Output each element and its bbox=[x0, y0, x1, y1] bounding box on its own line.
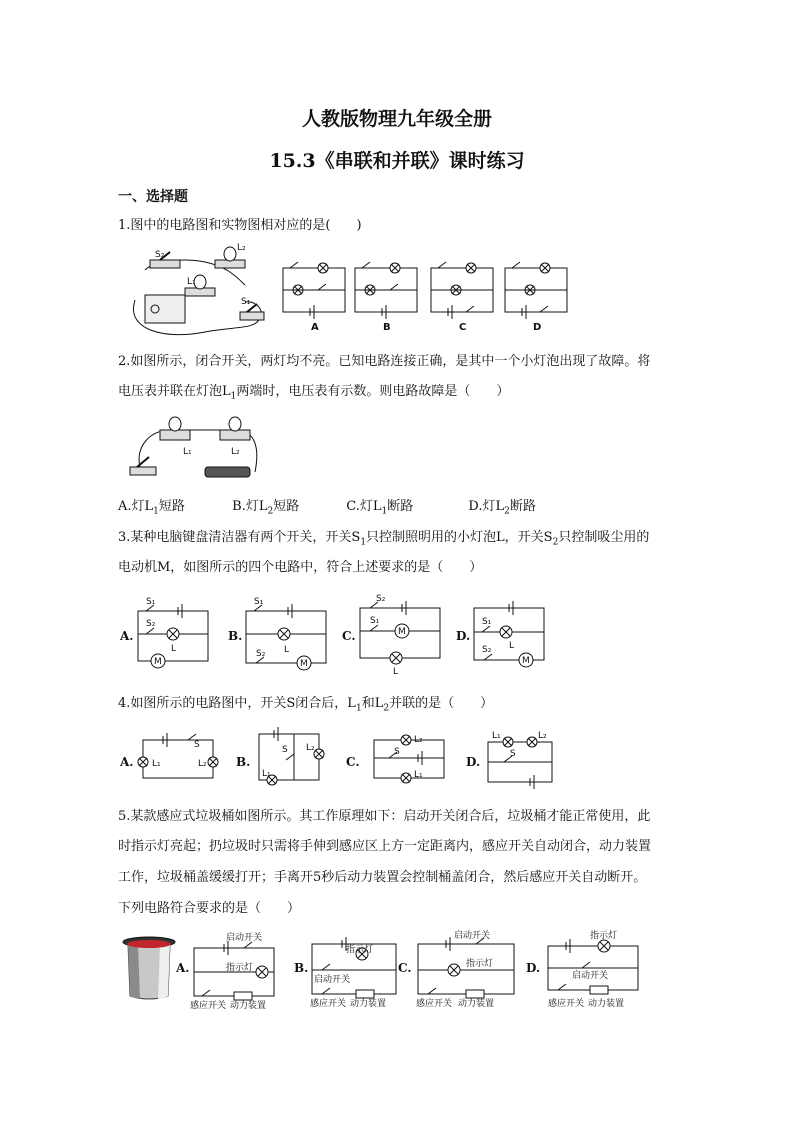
q4-option-c bbox=[346, 735, 444, 783]
q2-option-b: B.灯$L_2$短路 bbox=[232, 499, 300, 517]
q5b-start-label: 启动开关 bbox=[314, 975, 351, 985]
svg-text:L: L bbox=[509, 641, 515, 651]
question-5-line-4: 下列电路符合要求的是（ ） bbox=[118, 901, 301, 916]
q2-text-a: 电压表并联在灯泡L bbox=[118, 384, 231, 399]
svg-text:S₁: S₁ bbox=[146, 597, 156, 607]
question-5-line-3: 工作，垃圾桶盖缓缓打开；手离开5秒后动力装置会控制桶盖闭合，然后感应开关自动断开。 bbox=[118, 870, 647, 885]
document-subtitle: 15.3《串联和并联》课时练习 bbox=[269, 150, 525, 172]
svg-text:S: S bbox=[194, 740, 200, 750]
q4-letter-c: C. bbox=[346, 755, 360, 769]
q3-circuit-options bbox=[118, 596, 558, 676]
svg-text:S: S bbox=[282, 745, 288, 755]
svg-text:S₂: S₂ bbox=[256, 649, 266, 659]
svg-text:L₂: L₂ bbox=[414, 735, 423, 745]
svg-text:S₂: S₂ bbox=[482, 645, 492, 655]
q1-option-b bbox=[355, 262, 417, 333]
svg-text:L₂: L₂ bbox=[538, 731, 547, 741]
q3-letter-b: B. bbox=[228, 629, 243, 643]
q5-letter-c: C. bbox=[398, 961, 412, 975]
q5a-sensor-label: 感应开关 bbox=[190, 1001, 227, 1011]
svg-text:M: M bbox=[300, 659, 308, 669]
q5c-motor-label: 动力装置 bbox=[458, 999, 495, 1009]
q3-option-c bbox=[342, 594, 440, 677]
q1-option-d bbox=[505, 262, 567, 333]
svg-text:L₂: L₂ bbox=[198, 759, 207, 769]
q3-letter-a: A. bbox=[120, 629, 134, 643]
q1-letter-a: A bbox=[311, 322, 319, 333]
svg-text:S₁: S₁ bbox=[482, 617, 492, 627]
svg-text:M: M bbox=[398, 627, 406, 637]
q5c-sensor-label: 感应开关 bbox=[416, 999, 453, 1009]
svg-text:L: L bbox=[284, 645, 290, 655]
svg-text:S₁: S₁ bbox=[254, 597, 264, 607]
svg-text:M: M bbox=[154, 657, 162, 667]
q2-physical-circuit-figure bbox=[125, 412, 265, 482]
q1-circuit-options bbox=[278, 250, 578, 334]
q1-physical-circuit-figure bbox=[125, 240, 265, 340]
svg-text:L₁: L₁ bbox=[414, 770, 423, 780]
q3-option-d bbox=[456, 601, 544, 667]
q5-option-a bbox=[175, 931, 274, 1011]
svg-text:S₁: S₁ bbox=[370, 616, 380, 626]
q4-circuit-options bbox=[118, 730, 558, 790]
svg-text:S₂: S₂ bbox=[146, 619, 156, 629]
section-heading: 一、选择题 bbox=[118, 189, 188, 205]
q2-option-d: D.灯$L_2$断路 bbox=[468, 499, 536, 517]
q5c-start-label: 启动开关 bbox=[454, 931, 491, 941]
q2-option-a: A.灯$L_1$短路 bbox=[118, 499, 185, 517]
q5b-motor-label: 动力装置 bbox=[350, 999, 387, 1009]
q5-letter-a: A. bbox=[176, 961, 190, 975]
q1-letter-b: B bbox=[383, 322, 391, 333]
question-3-line-1: 3.某种电脑键盘清洁器有两个开关，开关$S_1$只控制照明用的小灯泡L，开关$S_2$只控制吸尘用的 bbox=[118, 530, 650, 548]
q4-option-b bbox=[236, 727, 324, 785]
q2-sub: 1 bbox=[230, 391, 237, 402]
q5a-motor-label: 动力装置 bbox=[230, 1001, 267, 1011]
q5-circuit-options bbox=[174, 926, 644, 1014]
q4-option-a bbox=[119, 733, 218, 778]
q1-letter-d: D bbox=[533, 322, 542, 333]
question-2-line-1: 2.如图所示，闭合开关，两灯均不亮。已知电路连接正确，是其中一个小灯泡出现了故障。将 bbox=[118, 354, 651, 369]
q3-option-b bbox=[228, 597, 326, 670]
question-1: 1.图中的电路图和实物图相对应的是( ) bbox=[118, 218, 362, 233]
q1-option-a bbox=[283, 262, 345, 333]
q5d-sensor-label: 感应开关 bbox=[548, 999, 585, 1009]
svg-text:L₂: L₂ bbox=[306, 743, 315, 753]
q4-option-d bbox=[466, 731, 552, 789]
q5a-start-label: 启动开关 bbox=[226, 933, 263, 943]
svg-text:M: M bbox=[522, 656, 530, 666]
q1-label-s2: S₂ bbox=[155, 250, 165, 260]
svg-text:S: S bbox=[510, 749, 516, 759]
q5a-indicator-label: 指示灯 bbox=[226, 963, 254, 973]
svg-text:L₁: L₁ bbox=[152, 759, 161, 769]
q5-option-d bbox=[526, 929, 638, 1009]
svg-text:S: S bbox=[394, 747, 400, 757]
q4-letter-a: A. bbox=[120, 755, 134, 769]
q3-letter-d: D. bbox=[456, 629, 471, 643]
question-5-line-2: 时指示灯亮起；扔垃圾时只需将手伸到感应区上方一定距离内，感应开关自动闭合，动力装置 bbox=[118, 839, 652, 854]
trash-can-image bbox=[122, 936, 176, 1002]
q5b-sensor-label: 感应开关 bbox=[310, 999, 347, 1009]
q4-letter-d: D. bbox=[466, 755, 481, 769]
q5-letter-d: D. bbox=[526, 961, 541, 975]
document-title: 人教版物理九年级全册 bbox=[301, 108, 492, 130]
svg-text:L₁: L₁ bbox=[492, 731, 501, 741]
q2-option-c: C.灯$L_1$断路 bbox=[346, 499, 414, 517]
q5c-indicator-label: 指示灯 bbox=[466, 959, 494, 969]
svg-text:L: L bbox=[171, 644, 177, 654]
q1-letter-c: C bbox=[459, 322, 467, 333]
q5d-indicator-label: 指示灯 bbox=[590, 931, 618, 941]
question-5-line-1: 5.某款感应式垃圾桶如图所示。其工作原理如下：启动开关闭合后，垃圾桶才能正常使用，此 bbox=[118, 809, 651, 824]
svg-text:S₂: S₂ bbox=[376, 594, 386, 604]
q5-option-b bbox=[294, 937, 396, 1009]
question-2-line-2 bbox=[118, 382, 509, 407]
q1-label-s1: S₁ bbox=[241, 297, 251, 307]
q2-text-b: 两端时，电压表有示数。则电路故障是（ ） bbox=[236, 384, 510, 399]
q5b-indicator-label: 指示灯 bbox=[346, 945, 374, 955]
svg-text:L: L bbox=[393, 667, 399, 677]
q5d-start-label: 启动开关 bbox=[572, 971, 609, 981]
q3-option-a bbox=[119, 597, 208, 668]
q2-label-l1: L₁ bbox=[183, 447, 192, 457]
q5-option-c bbox=[398, 929, 514, 1009]
svg-text:L₁: L₁ bbox=[262, 769, 271, 779]
q3-letter-c: C. bbox=[342, 629, 356, 643]
q2-label-l2: L₂ bbox=[231, 447, 240, 457]
question-4: 4.如图所示的电路图中，开关S闭合后，$L_1$和$L_2$并联的是（ ） bbox=[118, 696, 494, 714]
q1-label-l1: L₁ bbox=[187, 277, 196, 287]
question-3-line-2: 电动机M，如图所示的四个电路中，符合上述要求的是（ ） bbox=[118, 560, 483, 575]
q1-label-l2: L₂ bbox=[237, 243, 246, 253]
q5-letter-b: B. bbox=[294, 961, 309, 975]
q1-option-c bbox=[431, 262, 493, 333]
q4-letter-b: B. bbox=[236, 755, 251, 769]
question-2-options bbox=[118, 495, 536, 517]
q5d-motor-label: 动力装置 bbox=[588, 999, 625, 1009]
